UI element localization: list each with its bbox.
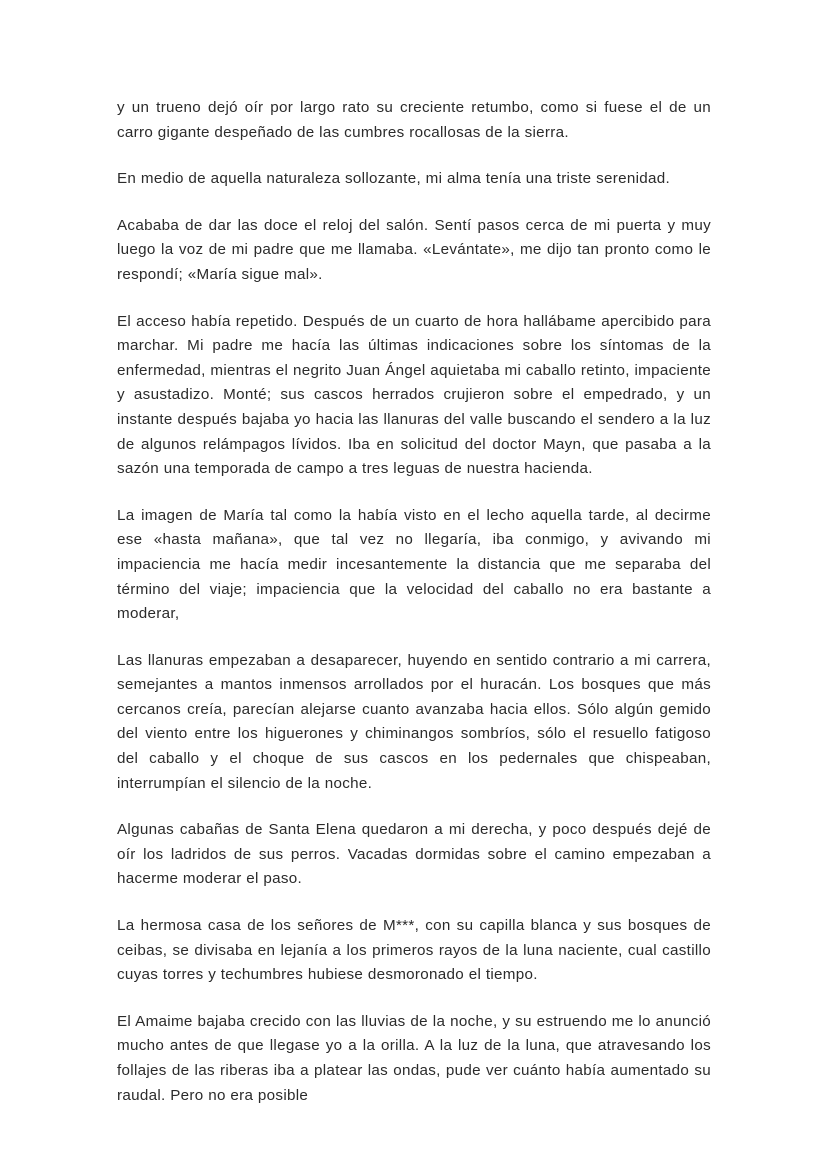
paragraph: Algunas cabañas de Santa Elena quedaron a mi derecha, y poco después dejé de oír los ladridos de sus perros. Vacadas dormidas sobre el camino empezaban a hacerme moderar el paso. <box>117 821 711 888</box>
paragraph: Acababa de dar las doce el reloj del salón. Sentí pasos cerca de mi puerta y muy luego la voz de mi padre que me llamaba. «Levántate», me dijo tan pronto como le respondí; «María sigue mal». <box>117 216 711 283</box>
paragraph: La hermosa casa de los señores de M***, con su capilla blanca y sus bosques de ceibas, se divisaba en lejanía a los primeros rayos de la luna naciente, cual castillo cuyas torres y techumbres hubiese desmoronado el tiempo. <box>117 917 711 984</box>
paragraph: y un trueno dejó oír por largo rato su creciente retumbo, como si fuese el de un carro gigante despeñado de las cumbres rocallosas de la sierra. <box>117 99 711 141</box>
paragraph: Las llanuras empezaban a desaparecer, huyendo en sentido contrario a mi carrera, semejantes a mantos inmensos arrollados por el huracán. Los bosques que más cercanos creía, parecían alejarse cuanto avanzaba hacia ellos. Sólo algún gemido del viento entre los higuerones y chiminangos sombríos, sólo el resuello fatigoso del caballo y el choque de sus cascos en los pedernales que chispeaban, interrumpían el silencio de la noche. <box>117 651 711 792</box>
paragraph: El acceso había repetido. Después de un cuarto de hora hallábame apercibido para marchar. Mi padre me hacía las últimas indicaciones sobre los síntomas de la enfermedad, mientras el negrito Juan Ángel aquietaba mi caballo retinto, impaciente y asustadizo. Monté; sus cascos herrados crujieron sobre el empedrado, y un instante después bajaba yo hacia las llanuras del valle buscando el sendero a la luz de algunos relámpagos lívidos. Iba en solicitud del doctor Mayn, que pasaba a la sazón una temporada de campo a tres leguas de nuestra hacienda. <box>117 312 711 478</box>
paragraph: La imagen de María tal como la había visto en el lecho aquella tarde, al decirme ese «hasta mañana», que tal vez no llegaría, iba conmigo, y avivando mi impaciencia me hacía medir incesantemente la distancia que me separaba del término del viaje; impaciencia que la velocidad del caballo no era bastante a moderar, <box>117 506 711 623</box>
paragraph: En medio de aquella naturaleza sollozante, mi alma tenía una triste serenidad. <box>117 170 671 188</box>
paragraph: El Amaime bajaba crecido con las lluvias de la noche, y su estruendo me lo anunció mucho antes de que llegase yo a la orilla. A la luz de la luna, que atravesando los follajes de las riberas iba a platear las ondas, pude ver cuánto había aumentado su raudal. Pero no era posible <box>117 1012 711 1104</box>
body-text-block <box>117 96 711 1108</box>
